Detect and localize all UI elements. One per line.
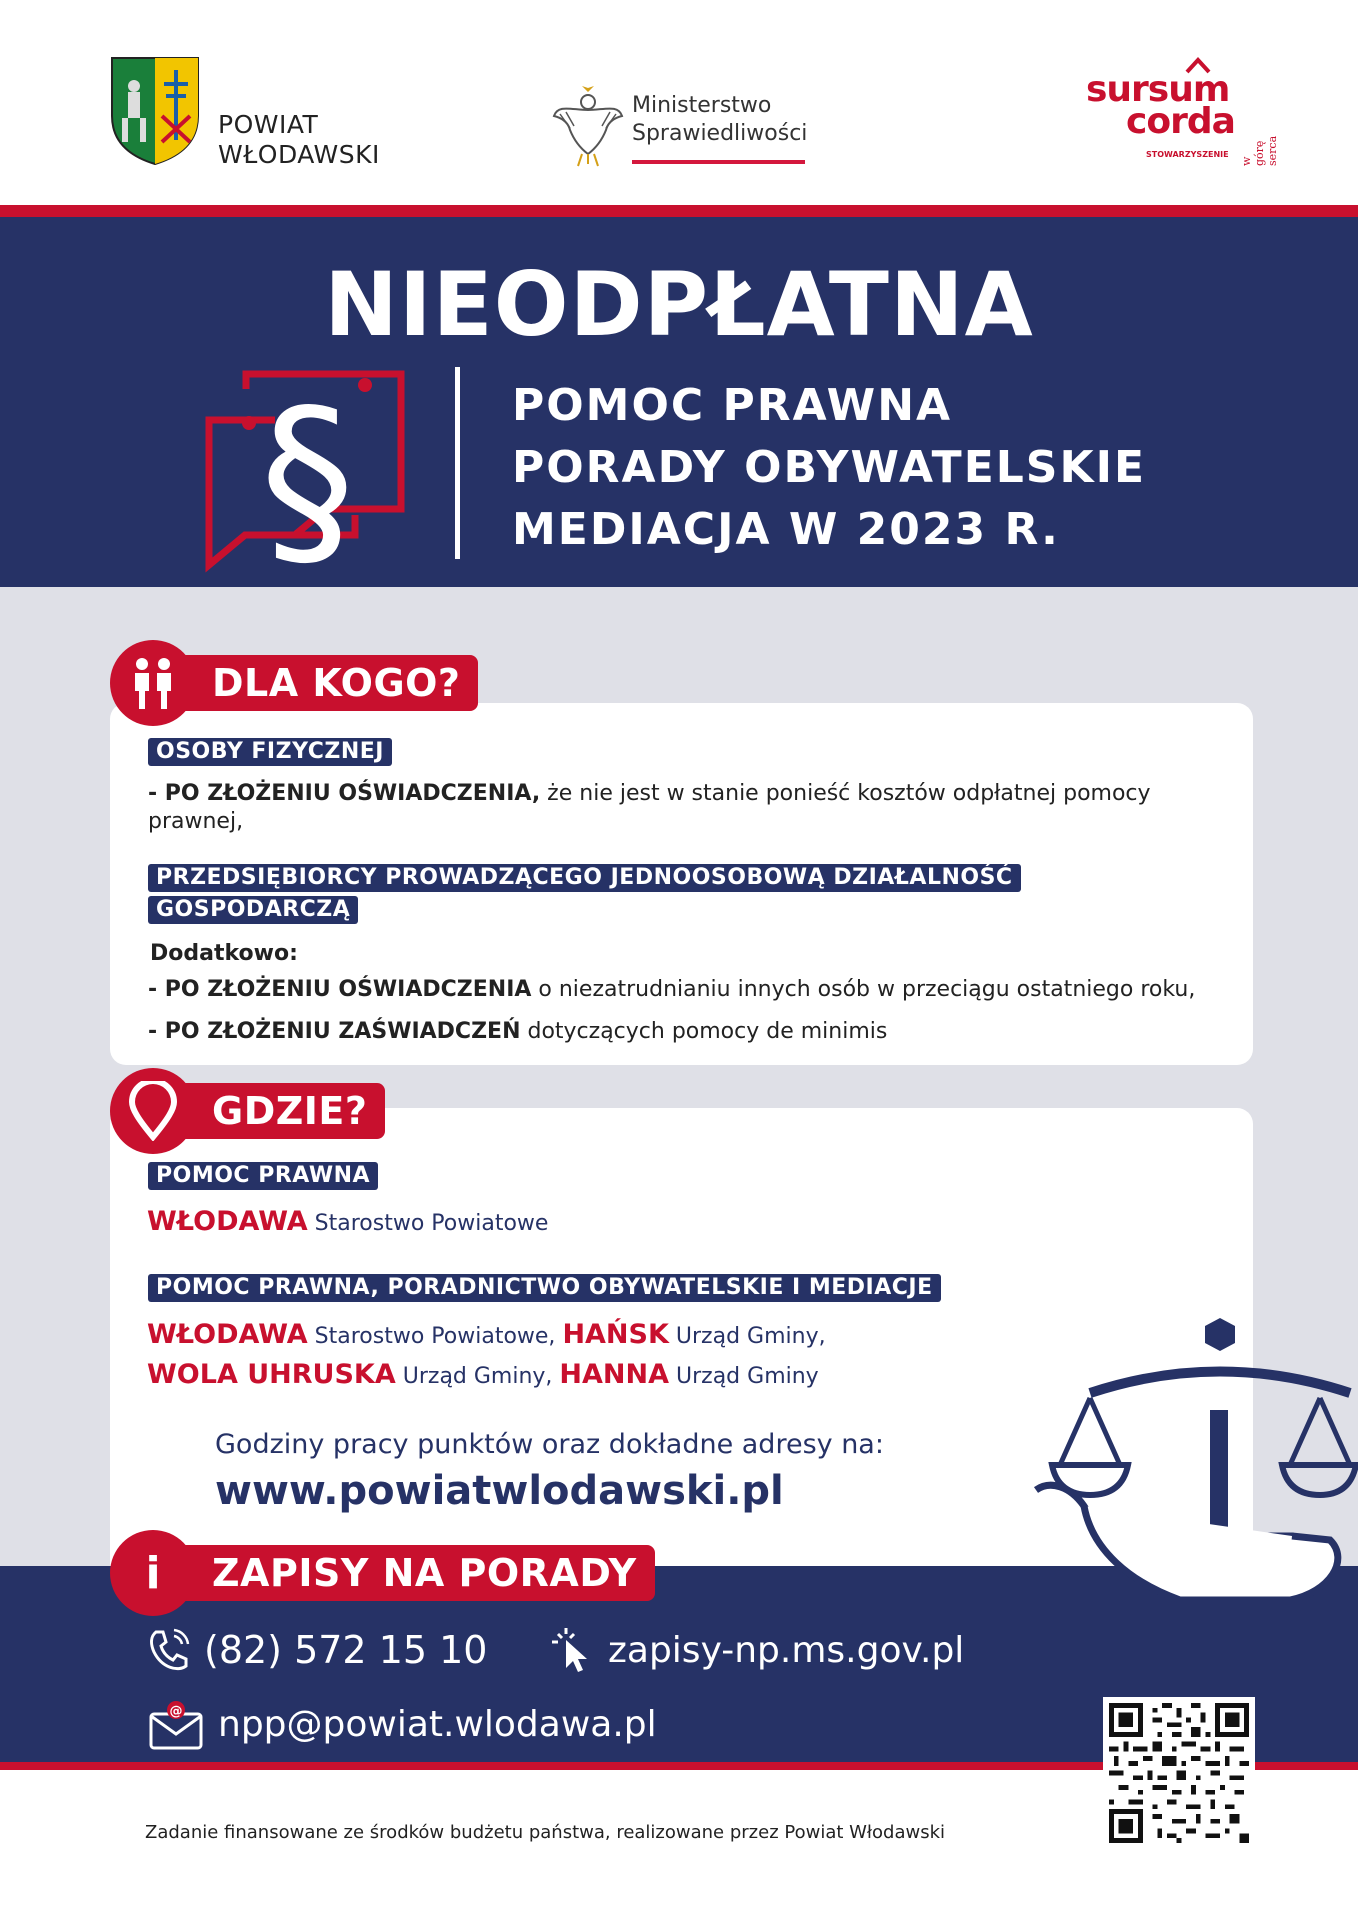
tag-entrepreneur-line1: PRZEDSIĘBIORCY PROWADZĄCEGO JEDNOOSOBOWĄ DZIAŁALNOŚĆ xyxy=(148,864,1021,892)
condition-text-1-cont: prawnej, xyxy=(148,809,244,834)
sursum-corda-logo xyxy=(1080,56,1279,176)
place-starostwo-2: Starostwo Powiatowe, xyxy=(307,1324,563,1349)
condition-text-2: o niezatrudnianiu innych osób w przeciągu ostatniego roku, xyxy=(531,977,1196,1002)
city-wola-uhruska: WOLA UHRUSKA xyxy=(147,1359,396,1390)
city-wlodawa: WŁODAWA xyxy=(147,1206,308,1237)
tag-natural-person-label: OSOBY FIZYCZNEJ xyxy=(148,738,392,766)
svg-text:§: § xyxy=(260,369,355,575)
email-contact[interactable] xyxy=(148,1700,657,1750)
sc-motto: w górę serca xyxy=(1240,135,1279,166)
place-urzad-wola: Urząd Gminy, xyxy=(395,1364,560,1389)
paragraph-speech-icon xyxy=(205,365,405,575)
funding-footer: Zadanie finansowane ze środków budżetu państwa, realizowane przez Powiat Włodawski xyxy=(145,1822,946,1843)
coat-of-arms-icon xyxy=(110,56,200,166)
phone-icon xyxy=(148,1628,190,1672)
sc-association-label: STOWARZYSZENIE xyxy=(1146,150,1229,159)
tag-all-services xyxy=(148,1274,941,1302)
powiat-logo xyxy=(110,56,410,176)
hero-line-mediation: MEDIACJA W 2023 R. xyxy=(512,504,1060,555)
condition-text-1: że nie jest w stanie ponieść kosztów odpłatnej pomocy xyxy=(540,781,1151,806)
all-services-locations xyxy=(147,1316,826,1396)
cursor-click-icon xyxy=(552,1628,594,1674)
condition-text-3: dotyczących pomocy de minimis xyxy=(520,1019,888,1044)
tag-entrepreneur xyxy=(148,864,1021,924)
hours-info: Godziny pracy punktów oraz dokładne adresy na: xyxy=(215,1429,884,1460)
entrepreneur-condition-1 xyxy=(148,976,1238,1004)
web-contact[interactable] xyxy=(552,1628,964,1674)
sc-word-corda: corda xyxy=(1126,101,1235,142)
svg-text:@: @ xyxy=(169,1704,183,1719)
hero-banner xyxy=(0,217,1358,587)
hero-title: NIEODPŁATNA xyxy=(324,253,1034,356)
scale-in-hand-icon xyxy=(1030,1310,1358,1640)
where-title: GDZIE? xyxy=(172,1083,385,1139)
tag-all-services-label: POMOC PRAWNA, PORADNICTWO OBYWATELSKIE I MEDIACJE xyxy=(148,1274,941,1302)
place-starostwo: Starostwo Powiatowe xyxy=(307,1211,549,1236)
tag-entrepreneur-line2: GOSPODARCZĄ xyxy=(148,896,358,924)
hero-line-legal-aid: POMOC PRAWNA xyxy=(512,380,953,431)
email-icon xyxy=(148,1700,204,1750)
email-address[interactable]: npp@powiat.wlodawa.pl xyxy=(218,1704,657,1745)
phone-contact[interactable] xyxy=(148,1628,487,1672)
website-link[interactable]: www.powiatwlodawski.pl xyxy=(215,1468,784,1514)
tag-legal-aid-label: POMOC PRAWNA xyxy=(148,1162,378,1190)
condition-bold-1: - PO ZŁOŻENIU OŚWIADCZENIA, xyxy=(148,781,541,806)
location-pin-icon xyxy=(110,1068,196,1154)
qr-code[interactable] xyxy=(1103,1697,1255,1849)
city-hanna: HANNA xyxy=(559,1359,670,1390)
signup-title: ZAPISY NA PORADY xyxy=(172,1545,655,1601)
info-icon: i xyxy=(110,1530,196,1616)
hero-top-stripe xyxy=(0,205,1358,217)
ministry-logo xyxy=(552,84,822,174)
powiat-name-line2: WŁODAWSKI xyxy=(218,140,380,169)
place-urzad-hansk: Urząd Gminy, xyxy=(668,1324,826,1349)
ministry-name-line1: Ministerstwo xyxy=(632,93,772,118)
city-hansk: HAŃSK xyxy=(562,1319,669,1350)
hero-divider xyxy=(455,367,460,559)
where-heading xyxy=(110,1068,385,1154)
condition-bold-2: - PO ZŁOŻENIU OŚWIADCZENIA xyxy=(148,977,532,1002)
signup-website[interactable]: zapisy-np.ms.gov.pl xyxy=(608,1630,965,1671)
city-wlodawa-2: WŁODAWA xyxy=(147,1319,308,1350)
for-whom-heading xyxy=(110,640,478,726)
signup-heading xyxy=(110,1530,655,1616)
qr-code-icon xyxy=(1109,1703,1249,1843)
powiat-name-line1: POWIAT xyxy=(218,110,319,139)
place-urzad-hanna: Urząd Gminy xyxy=(669,1364,819,1389)
ministry-underline xyxy=(632,160,805,164)
for-whom-title: DLA KOGO? xyxy=(172,655,478,711)
additionally-label: Dodatkowo: xyxy=(150,941,298,966)
ministry-name-line2: Sprawiedliwości xyxy=(632,121,808,146)
tag-legal-aid xyxy=(148,1162,378,1190)
legal-aid-location xyxy=(147,1204,548,1242)
hero-line-civic-advice: PORADY OBYWATELSKIE xyxy=(512,442,1146,493)
natural-person-condition xyxy=(148,780,1228,836)
tag-natural-person xyxy=(148,738,392,766)
eagle-emblem-icon xyxy=(552,84,624,168)
entrepreneur-condition-2 xyxy=(148,1018,887,1046)
people-icon xyxy=(110,640,196,726)
phone-number[interactable]: (82) 572 15 10 xyxy=(204,1628,488,1672)
sc-word-sursum: sursum xyxy=(1086,69,1230,110)
condition-bold-3: - PO ZŁOŻENIU ZAŚWIADCZEŃ xyxy=(148,1019,521,1044)
